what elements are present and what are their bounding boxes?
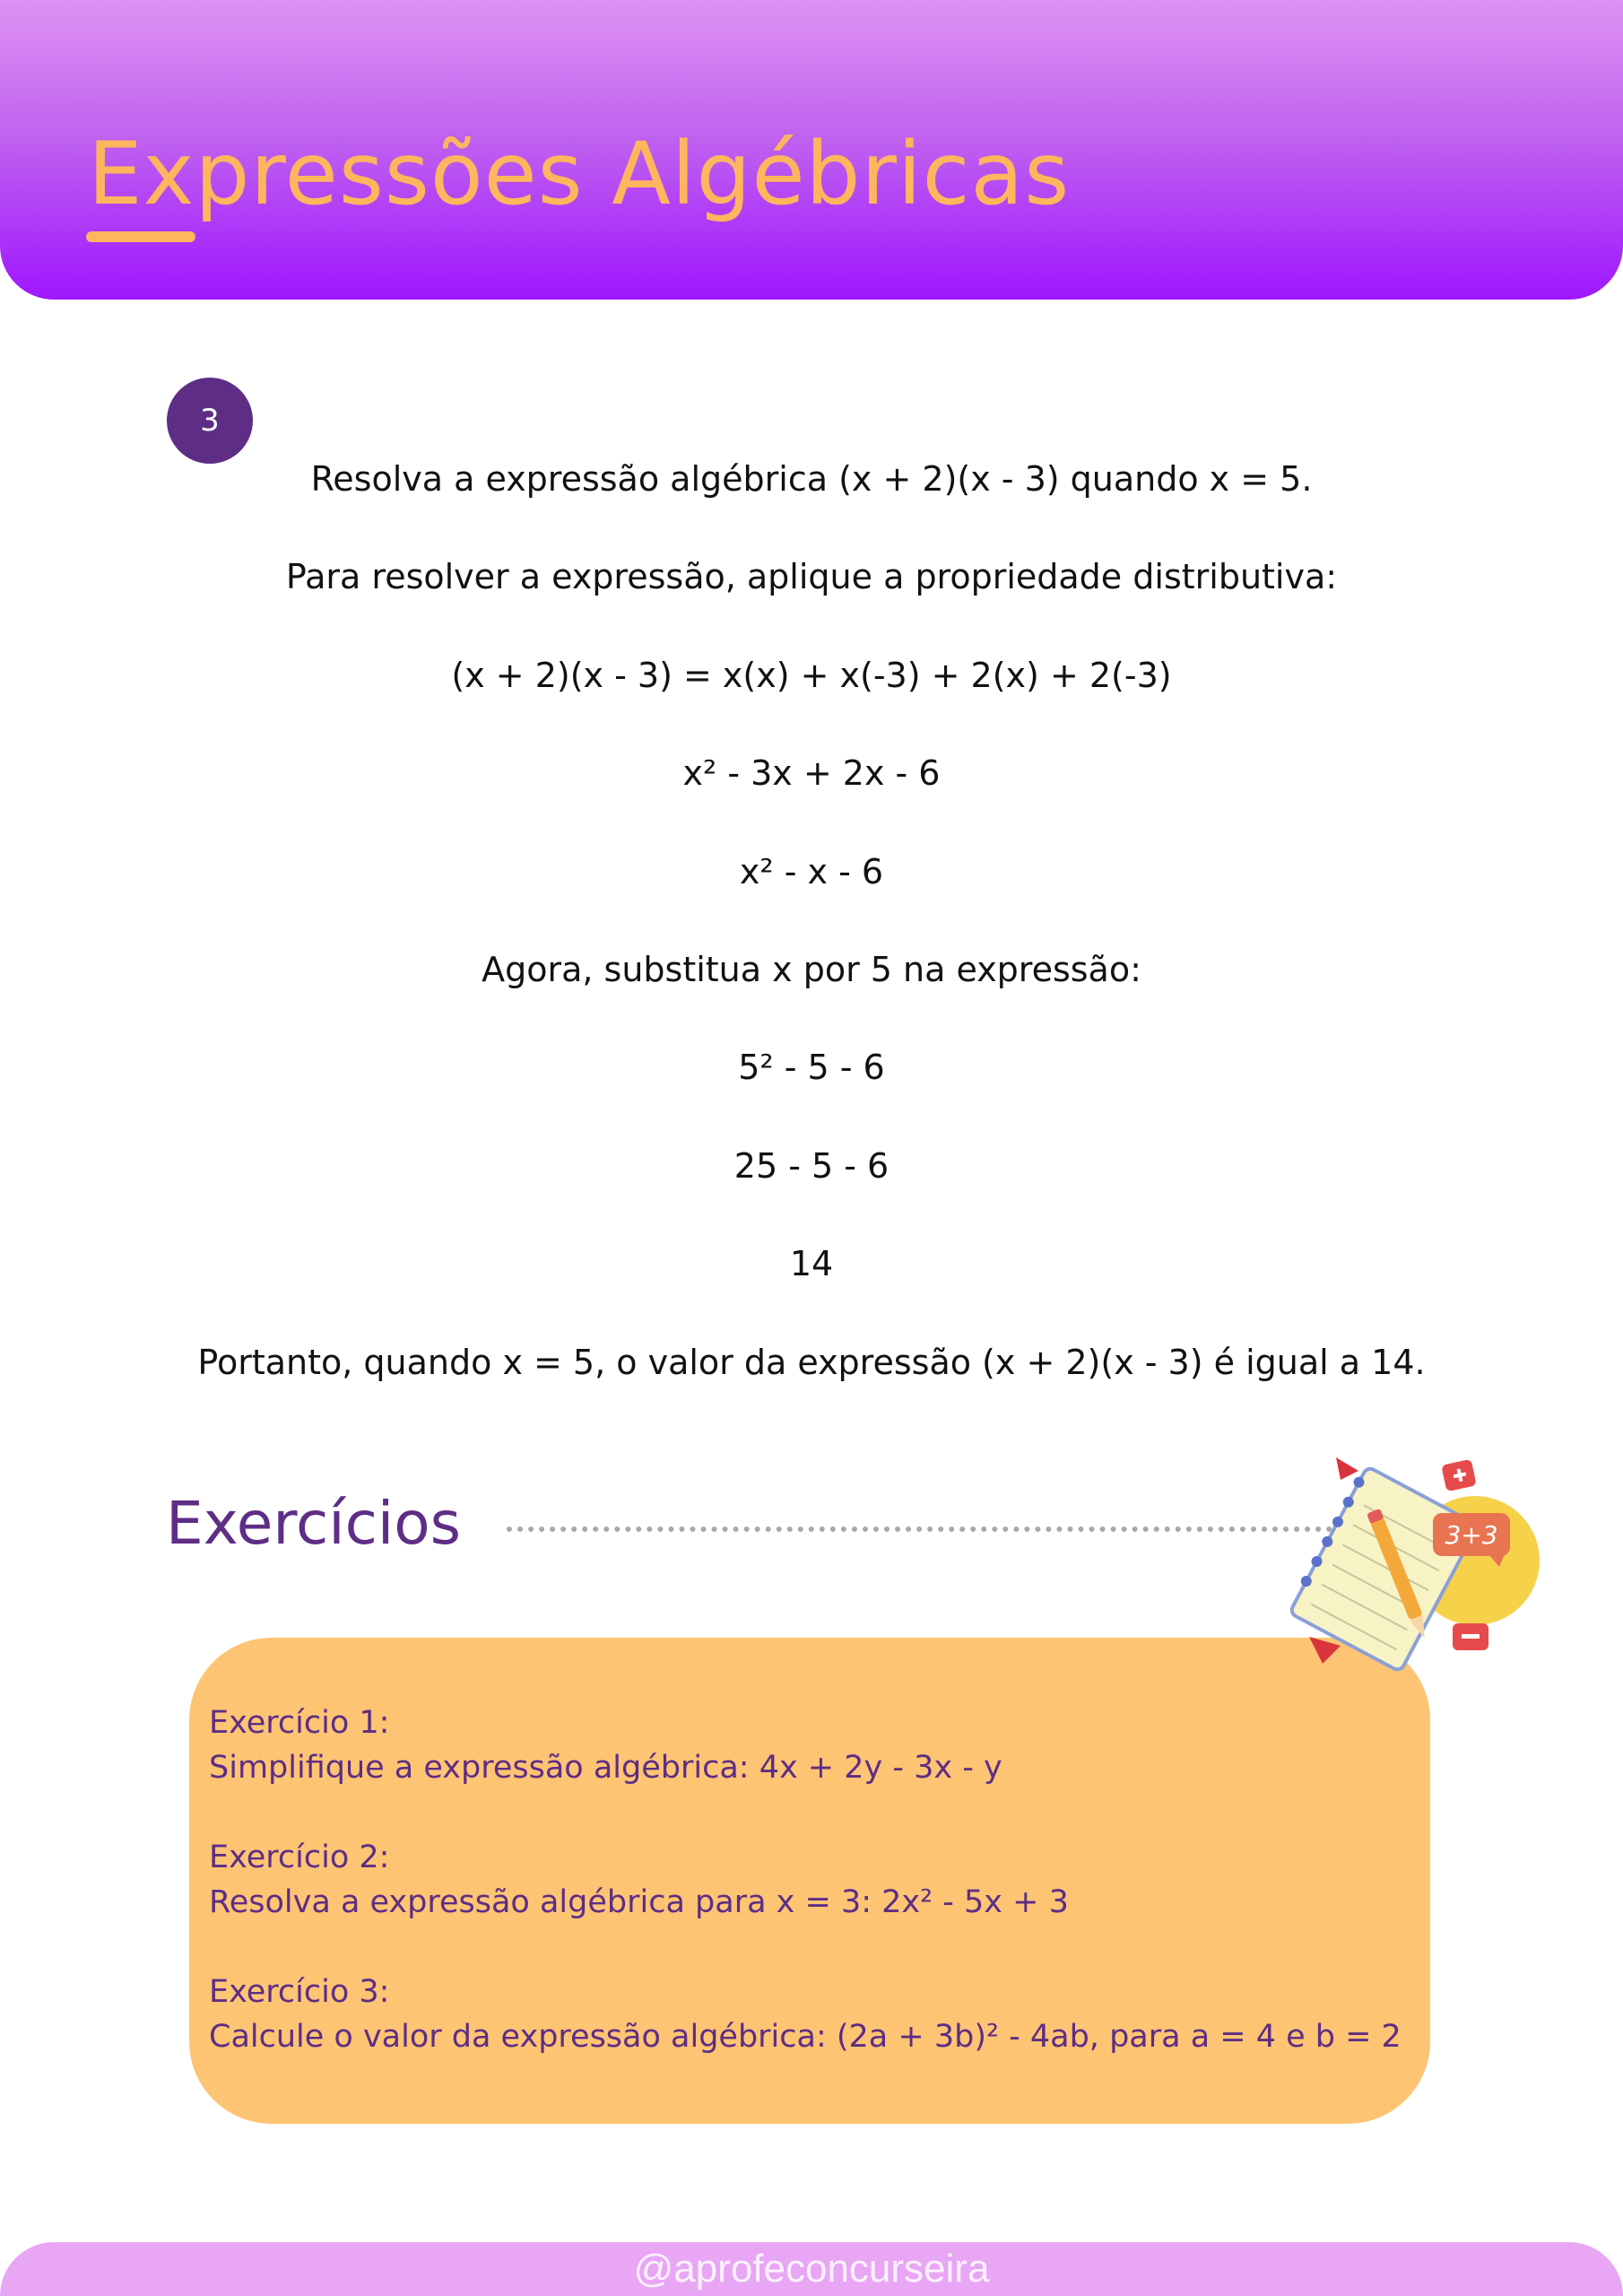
page-title: Expressões Algébricas	[88, 124, 1071, 224]
title-underline	[86, 231, 195, 242]
solution-line: 14	[789, 1244, 834, 1284]
solution-line: Agora, substitua x por 5 na expressão:	[482, 949, 1141, 989]
exercise-title: Exercício 3:	[209, 1974, 390, 2010]
notebook-pencil-icon	[1273, 1448, 1542, 1682]
solution-line: Para resolver a expressão, aplique a propriedade distributiva:	[285, 557, 1338, 597]
exercise-title: Exercício 2:	[209, 1839, 390, 1875]
exercise-item	[209, 1835, 1419, 1925]
exercise-text: Resolva a expressão algébrica para x = 3: 2x² - 5x + 3	[209, 1884, 1069, 1920]
exercise-item	[209, 1970, 1419, 2059]
exercise-title: Exercício 1:	[209, 1705, 390, 1741]
solution-line: Resolva a expressão algébrica (x + 2)(x - 3) quando x = 5.	[310, 459, 1313, 499]
solution-line: (x + 2)(x - 3) = x(x) + x(-3) + 2(x) + 2(-3)	[451, 655, 1172, 695]
social-handle: @aprofeconcurseira	[633, 2247, 990, 2291]
exercise-text: Calcule o valor da expressão algébrica: (2a + 3b)² - 4ab, para a = 4 e b = 2	[209, 2019, 1402, 2055]
exercise-box	[189, 1638, 1430, 2124]
solution-steps	[143, 453, 1480, 1434]
illustration-badge-text: 3+3	[1445, 1520, 1498, 1550]
exercise-text: Simplifique a expressão algébrica: 4x + 2y - 3x - y	[209, 1750, 1002, 1786]
problem-number-badge: 3	[167, 378, 253, 464]
exercises-heading: Exercícios	[166, 1489, 462, 1558]
solution-line: x² - x - 6	[739, 851, 884, 891]
solution-line: Portanto, quando x = 5, o valor da expressão (x + 2)(x - 3) é igual a 14.	[197, 1342, 1426, 1382]
solution-line: x² - 3x + 2x - 6	[682, 753, 941, 794]
solution-line: 25 - 5 - 6	[733, 1145, 890, 1186]
dotted-divider	[507, 1526, 1354, 1532]
solution-line: 5² - 5 - 6	[738, 1048, 885, 1088]
exercise-item	[209, 1700, 1419, 1790]
